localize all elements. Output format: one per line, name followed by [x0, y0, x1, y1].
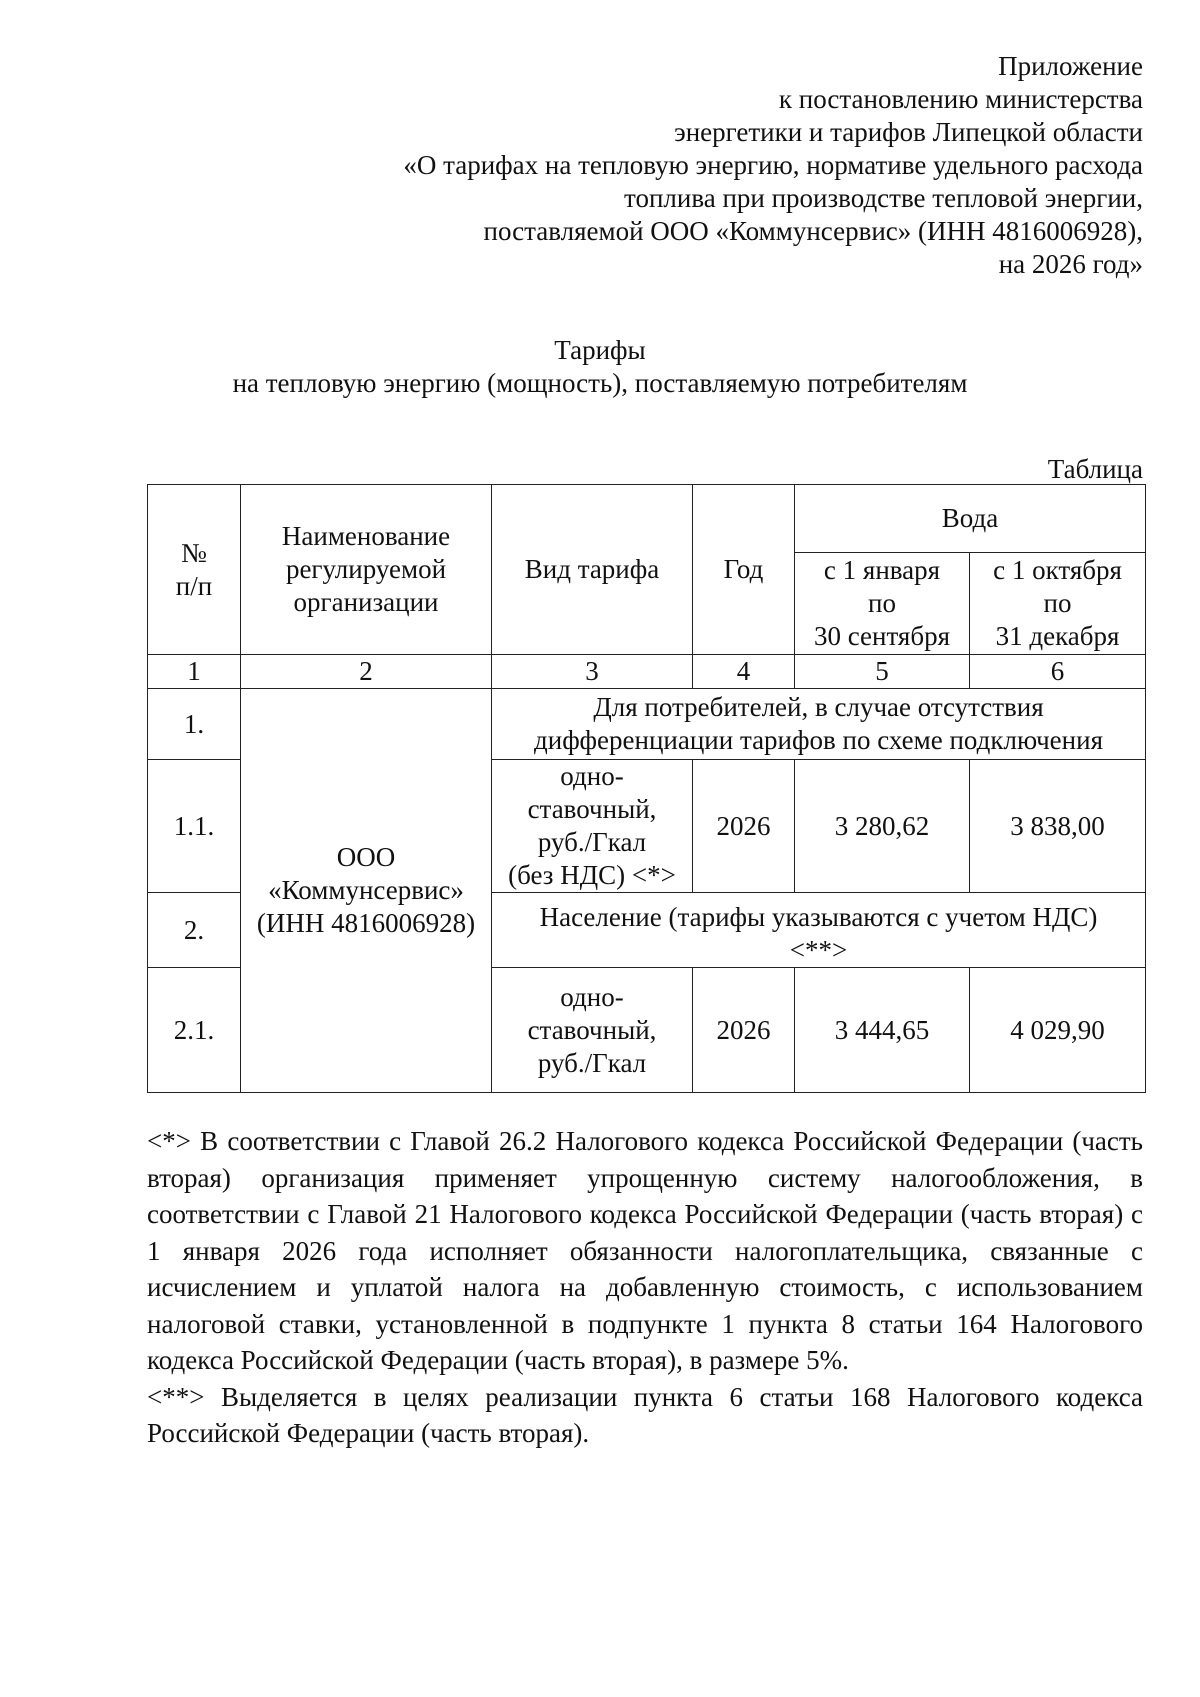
appendix-header [403, 50, 1143, 281]
header-period-1: с 1 января по 30 сентября [795, 553, 970, 655]
tariff-type-cell: одно- ставочный, руб./Гкал (без НДС) <*> [492, 760, 693, 893]
table-label: Таблица [1047, 454, 1143, 484]
header-number: № п/п [148, 485, 241, 655]
footnote-2: <**> Выделяется в целях реализации пункта 6 статьи 168 Налогового кодекса Российской Федерации (часть вторая). [147, 1381, 1143, 1448]
title-line-1: Тарифы [554, 335, 646, 365]
document-title [0, 334, 1200, 400]
row-number: 1.1. [148, 760, 241, 893]
footnotes [147, 1123, 1143, 1452]
header-line: «О тарифах на тепловую энергию, нормативе удельного расхода [403, 150, 1143, 180]
row-number: 2.1. [148, 968, 241, 1093]
tariff-table [147, 484, 1146, 1093]
header-row [148, 485, 1146, 553]
column-number: 6 [970, 655, 1146, 689]
tariff-type-cell: одно- ставочный, руб./Гкал [492, 968, 693, 1093]
organization-cell: ООО «Коммунсервис» (ИНН 4816006928) [241, 689, 492, 1093]
value-cell: 3 280,62 [795, 760, 970, 893]
header-line: энергетики и тарифов Липецкой области [674, 117, 1143, 147]
column-number: 1 [148, 655, 241, 689]
header-line: к постановлению министерства [778, 84, 1143, 114]
value-cell: 4 029,90 [970, 968, 1146, 1093]
header-tariff-type: Вид тарифа [492, 485, 693, 655]
section-title: Население (тарифы указываются с учетом НДС) <**> [492, 893, 1146, 968]
section-title: Для потребителей, в случае отсутствия дифференциации тарифов по схеме подключения [492, 689, 1146, 760]
row-number: 2. [148, 893, 241, 968]
header-period-2: с 1 октября по 31 декабря [970, 553, 1146, 655]
table-row [148, 689, 1146, 760]
header-year: Год [693, 485, 795, 655]
header-line: Приложение [998, 51, 1143, 81]
column-number: 3 [492, 655, 693, 689]
row-number: 1. [148, 689, 241, 760]
header-org-name: Наименование регулируемой организации [241, 485, 492, 655]
header-line: топлива при производстве тепловой энергии, [624, 183, 1143, 213]
value-cell: 3 444,65 [795, 968, 970, 1093]
year-cell: 2026 [693, 760, 795, 893]
footnote-1: <*> В соответствии с Главой 26.2 Налогового кодекса Российской Федерации (часть вторая) организация применяет упрощенную систему налогообложения, в соответствии с Главой 21 Налогового кодекса Российской Федерации (часть вторая) с 1 января 2026 года исполняет обязанности налогоплательщика, связанные с исчислением и уплатой налога на добавленную стоимость, с использованием налоговой ставки, установленной в подпункте 1 пункта 8 статьи 164 Налогового кодекса Российской Федерации (часть вторая), в размере 5%. [147, 1126, 1143, 1375]
header-line: на 2026 год» [998, 249, 1143, 279]
header-water: Вода [795, 485, 1146, 553]
header-line: поставляемой ООО «Коммунсервис» (ИНН 4816006928), [483, 216, 1143, 246]
column-number: 2 [241, 655, 492, 689]
column-number: 4 [693, 655, 795, 689]
value-cell: 3 838,00 [970, 760, 1146, 893]
title-line-2: на тепловую энергию (мощность), поставляемую потребителям [232, 368, 968, 398]
column-number: 5 [795, 655, 970, 689]
column-number-row [148, 655, 1146, 689]
year-cell: 2026 [693, 968, 795, 1093]
